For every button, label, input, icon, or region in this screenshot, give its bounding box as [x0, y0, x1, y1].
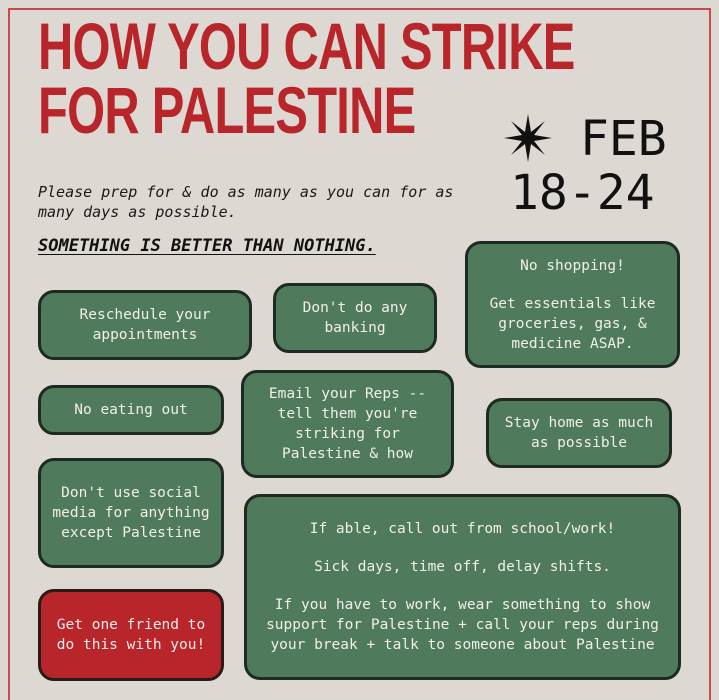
- card-get-friend-text: Get one friend to do this with you!: [56, 617, 206, 653]
- card-banking: [273, 283, 437, 353]
- card-stay-home: [486, 398, 672, 468]
- title-line-2: FOR PALESTINE: [38, 73, 416, 147]
- card-email-reps: [241, 370, 454, 478]
- strike-dates: [510, 112, 690, 220]
- card-eating-out-text: No eating out: [74, 402, 188, 418]
- title-line-1: HOW YOU CAN STRIKE: [38, 9, 575, 83]
- date-month: FEB: [580, 111, 667, 167]
- card-social-media: [38, 458, 224, 568]
- card-no-shopping: [465, 241, 680, 368]
- card-call-out: [244, 494, 681, 680]
- date-range: 18-24: [510, 165, 655, 221]
- card-call-out-sick-days: Sick days, time off, delay shifts.: [314, 559, 611, 575]
- card-call-out-work: If you have to work, wear something to show support for Palestine + call your reps during your break + talk to someone about Palestine: [266, 597, 659, 653]
- headline: SOMETHING IS BETTER THAN NOTHING.: [38, 236, 376, 256]
- card-no-shopping-detail: Get essentials like groceries, gas, & medicine ASAP.: [489, 295, 656, 352]
- card-banking-text: Don't do any banking: [302, 300, 408, 336]
- card-no-shopping-title: No shopping!: [520, 257, 625, 274]
- card-reschedule-text: Reschedule your appointments: [79, 307, 211, 343]
- intro-text: Please prep for & do as many as you can for as many days as possible.: [38, 183, 454, 221]
- card-social-media-text: Don't use social media for anything except Palestine: [52, 485, 210, 541]
- card-eating-out: [38, 385, 224, 435]
- card-get-friend: [38, 589, 224, 681]
- card-email-reps-text: Email your Reps -- tell them you're striking for Palestine & how: [268, 386, 427, 462]
- card-reschedule: [38, 290, 252, 360]
- card-call-out-title: If able, call out from school/work!: [309, 521, 616, 537]
- card-stay-home-text: Stay home as much as possible: [504, 415, 654, 451]
- poster-title: [38, 9, 575, 147]
